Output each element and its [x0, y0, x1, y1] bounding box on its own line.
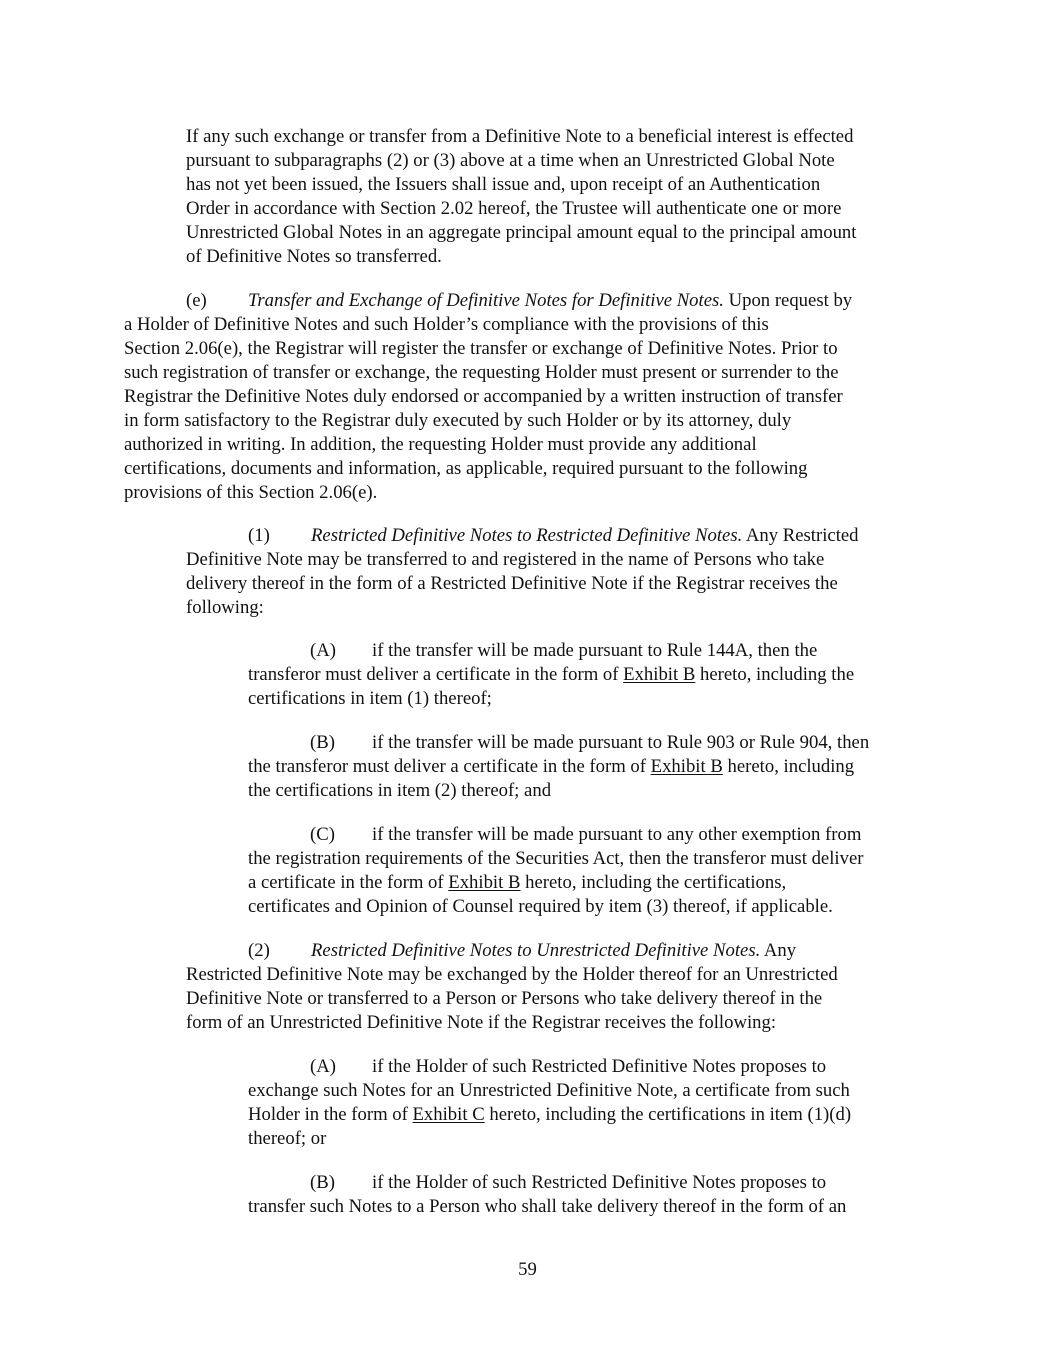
text-fragment: hereto, including: [722, 756, 855, 777]
subsection-1-paragraph: [186, 524, 859, 620]
text-line: pursuant to subparagraphs (2) or (3) above at a time when an Unrestricted Global Note: [186, 150, 835, 171]
item-2A-paragraph: [248, 1055, 851, 1151]
exhibit-b-reference: Exhibit B: [650, 756, 723, 777]
item-1B-paragraph: [248, 731, 869, 803]
text-line: Registrar the Definitive Notes duly endorsed or accompanied by a written instruction of transfer: [124, 386, 843, 407]
text-line: has not yet been issued, the Issuers shall issue and, upon receipt of an Authentication: [186, 174, 821, 195]
item-2A-first-line: [248, 1055, 851, 1079]
section-e-first-line: [124, 289, 852, 313]
text-line: such registration of transfer or exchange, the requesting Holder must present or surrender to the: [124, 362, 839, 383]
text-fragment: the transferor must deliver a certificate in the form of: [248, 756, 651, 777]
text-line: transfer such Notes to a Person who shall take delivery thereof in the form of an: [248, 1196, 847, 1217]
text-line: Restricted Definitive Note may be exchanged by the Holder thereof for an Unrestricted: [186, 964, 838, 985]
text-line: a Holder of Definitive Notes and such Holder’s compliance with the provisions of this: [124, 314, 769, 335]
text-line: Section 2.06(e), the Registrar will register the transfer or exchange of Definitive Notes. Prior to: [124, 338, 838, 359]
item-2B-first-line: [248, 1171, 846, 1195]
text-line: delivery thereof in the form of a Restricted Definitive Note if the Registrar receives the: [186, 573, 838, 594]
text-fragment: Any: [760, 940, 797, 961]
text-line: Definitive Note or transferred to a Person or Persons who take delivery thereof in the: [186, 988, 823, 1009]
item-1A-paragraph: [248, 639, 854, 711]
subsection-1-label: (1): [248, 525, 270, 546]
text-line: form of an Unrestricted Definitive Note if the Registrar receives the following:: [186, 1012, 777, 1033]
section-e-paragraph: [124, 289, 852, 505]
section-e-heading: Transfer and Exchange of Definitive Notes for Definitive Notes.: [248, 290, 724, 311]
text-line: Order in accordance with Section 2.02 hereof, the Trustee will authenticate one or more: [186, 198, 842, 219]
section-e-label: (e): [186, 290, 207, 311]
text-line: the certifications in item (2) thereof; and: [248, 780, 552, 801]
paragraph-continuation: [186, 125, 856, 269]
text-fragment: hereto, including the: [695, 664, 855, 685]
text-fragment: hereto, including the certifications in item (1)(d): [484, 1104, 852, 1125]
text-line: thereof; or: [248, 1128, 327, 1149]
item-1C-paragraph: [248, 823, 863, 919]
item-2B-paragraph: [248, 1171, 846, 1219]
text-fragment: Any Restricted: [742, 525, 859, 546]
text-line: the registration requirements of the Securities Act, then the transferor must deliver: [248, 848, 864, 869]
item-1C-first-line: [248, 823, 863, 847]
text-fragment: if the Holder of such Restricted Definitive Notes proposes to: [372, 1056, 827, 1077]
text-fragment: if the transfer will be made pursuant to Rule 903 or Rule 904, then: [372, 732, 870, 753]
text-fragment: Upon request by: [723, 290, 853, 311]
item-2B-label: (B): [310, 1172, 335, 1193]
text-line: certificates and Opinion of Counsel required by item (3) thereof, if applicable.: [248, 896, 833, 917]
subsection-2-label: (2): [248, 940, 270, 961]
item-1A-label: (A): [310, 640, 336, 661]
text-line: provisions of this Section 2.06(e).: [124, 482, 378, 503]
item-1C-label: (C): [310, 824, 335, 845]
subsection-1-first-line: [186, 524, 859, 548]
text-line: certifications in item (1) thereof;: [248, 688, 492, 709]
text-line: of Definitive Notes so transferred.: [186, 246, 442, 267]
page-number: 59: [518, 1259, 537, 1280]
text-line: [248, 755, 869, 779]
subsection-2-first-line: [186, 939, 838, 963]
item-2A-label: (A): [310, 1056, 336, 1077]
text-fragment: hereto, including the certifications,: [520, 872, 787, 893]
text-line: exchange such Notes for an Unrestricted Definitive Note, a certificate from such: [248, 1080, 850, 1101]
text-fragment: a certificate in the form of: [248, 872, 449, 893]
text-line: following:: [186, 597, 264, 618]
text-fragment: Holder in the form of: [248, 1104, 413, 1125]
exhibit-c-reference: Exhibit C: [412, 1104, 485, 1125]
text-line: authorized in writing. In addition, the requesting Holder must provide any additional: [124, 434, 757, 455]
subsection-2-heading: Restricted Definitive Notes to Unrestricted Definitive Notes.: [311, 940, 761, 961]
exhibit-b-reference: Exhibit B: [448, 872, 521, 893]
text-line: [248, 871, 863, 895]
item-1B-first-line: [248, 731, 869, 755]
item-1A-first-line: [248, 639, 854, 663]
subsection-2-paragraph: [186, 939, 838, 1035]
text-fragment: if the transfer will be made pursuant to any other exemption from: [372, 824, 862, 845]
text-line: in form satisfactory to the Registrar duly executed by such Holder or by its attorney, duly: [124, 410, 792, 431]
subsection-1-heading: Restricted Definitive Notes to Restricted Definitive Notes.: [311, 525, 743, 546]
text-fragment: if the transfer will be made pursuant to Rule 144A, then the: [372, 640, 818, 661]
text-line: Definitive Note may be transferred to and registered in the name of Persons who take: [186, 549, 825, 570]
text-line: [248, 663, 854, 687]
exhibit-b-reference: Exhibit B: [623, 664, 696, 685]
text-line: [248, 1103, 851, 1127]
text-line: If any such exchange or transfer from a Definitive Note to a beneficial interest is effected: [186, 126, 854, 147]
item-1B-label: (B): [310, 732, 335, 753]
text-line: certifications, documents and information, as applicable, required pursuant to the following: [124, 458, 808, 479]
text-fragment: transferor must deliver a certificate in the form of: [248, 664, 624, 685]
text-fragment: if the Holder of such Restricted Definitive Notes proposes to: [372, 1172, 827, 1193]
text-line: Unrestricted Global Notes in an aggregate principal amount equal to the principal amount: [186, 222, 857, 243]
